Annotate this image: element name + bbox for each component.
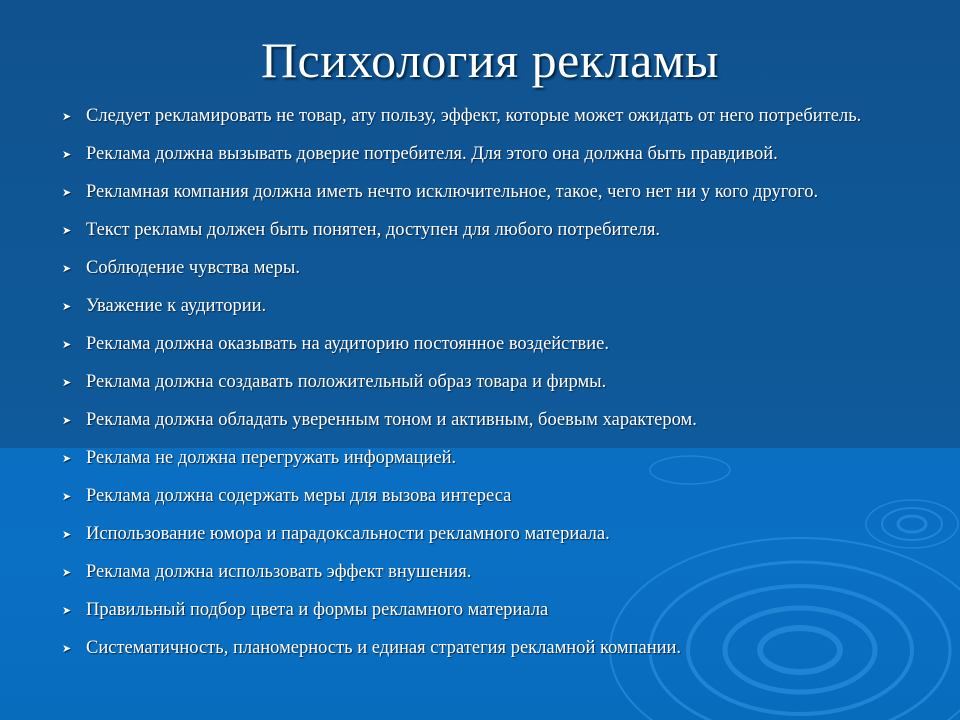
triangle-arrow-icon: ➤ [62, 491, 72, 503]
bullet-text: Реклама должна использовать эффект внушения. [86, 562, 472, 582]
triangle-arrow-icon: ➤ [62, 605, 72, 617]
triangle-arrow-icon: ➤ [62, 453, 72, 465]
triangle-arrow-icon: ➤ [62, 643, 72, 655]
bullet-text: Реклама должна создавать положительный образ товара и фирмы. [86, 372, 607, 392]
triangle-arrow-icon: ➤ [62, 225, 72, 237]
bullet-text: Правильный подбор цвета и формы рекламного материала [86, 600, 549, 620]
bullet-item [62, 182, 912, 203]
bullet-item [62, 296, 912, 317]
bullet-item [62, 562, 912, 583]
bullet-text: Следует рекламировать не товар, ату пользу, эффект, которые может ожидать от него потребитель. [86, 106, 862, 126]
bullet-item [62, 638, 912, 659]
bullet-text: Рекламная компания должна иметь нечто исключительное, такое, чего нет ни у кого другого. [86, 182, 819, 202]
slide-title: Психология рекламы [260, 32, 720, 88]
bullet-item [62, 448, 912, 469]
triangle-arrow-icon: ➤ [62, 187, 72, 199]
triangle-arrow-icon: ➤ [62, 377, 72, 389]
triangle-arrow-icon: ➤ [62, 111, 72, 123]
triangle-arrow-icon: ➤ [62, 529, 72, 541]
bullet-list [62, 106, 912, 676]
bullet-item [62, 486, 912, 507]
bullet-item [62, 372, 912, 393]
bullet-text: Уважение к аудитории. [86, 296, 267, 316]
bullet-text: Использование юмора и парадоксальности рекламного материала. [86, 524, 610, 544]
bullet-item [62, 106, 912, 127]
bullet-item [62, 334, 912, 355]
bullet-item [62, 410, 912, 431]
bullet-item [62, 524, 912, 545]
bullet-text: Систематичность, планомерность и единая стратегия рекламной компании. [86, 638, 682, 658]
bullet-item [62, 144, 912, 165]
triangle-arrow-icon: ➤ [62, 415, 72, 427]
triangle-arrow-icon: ➤ [62, 263, 72, 275]
bullet-item [62, 600, 912, 621]
bullet-text: Реклама должна содержать меры для вызова интереса [86, 486, 512, 506]
bullet-text: Реклама не должна перегружать информацией. [86, 448, 457, 468]
bullet-text: Реклама должна оказывать на аудиторию постоянное воздействие. [86, 334, 609, 354]
triangle-arrow-icon: ➤ [62, 567, 72, 579]
bullet-text: Реклама должна обладать уверенным тоном и активным, боевым характером. [86, 410, 697, 430]
bullet-item [62, 220, 912, 241]
triangle-arrow-icon: ➤ [62, 301, 72, 313]
bullet-text: Соблюдение чувства меры. [86, 258, 300, 278]
bullet-text: Текст рекламы должен быть понятен, доступен для любого потребителя. [86, 220, 661, 240]
triangle-arrow-icon: ➤ [62, 339, 72, 351]
triangle-arrow-icon: ➤ [62, 149, 72, 161]
bullet-text: Реклама должна вызывать доверие потребителя. Для этого она должна быть правдивой. [86, 144, 778, 164]
bullet-item [62, 258, 912, 279]
